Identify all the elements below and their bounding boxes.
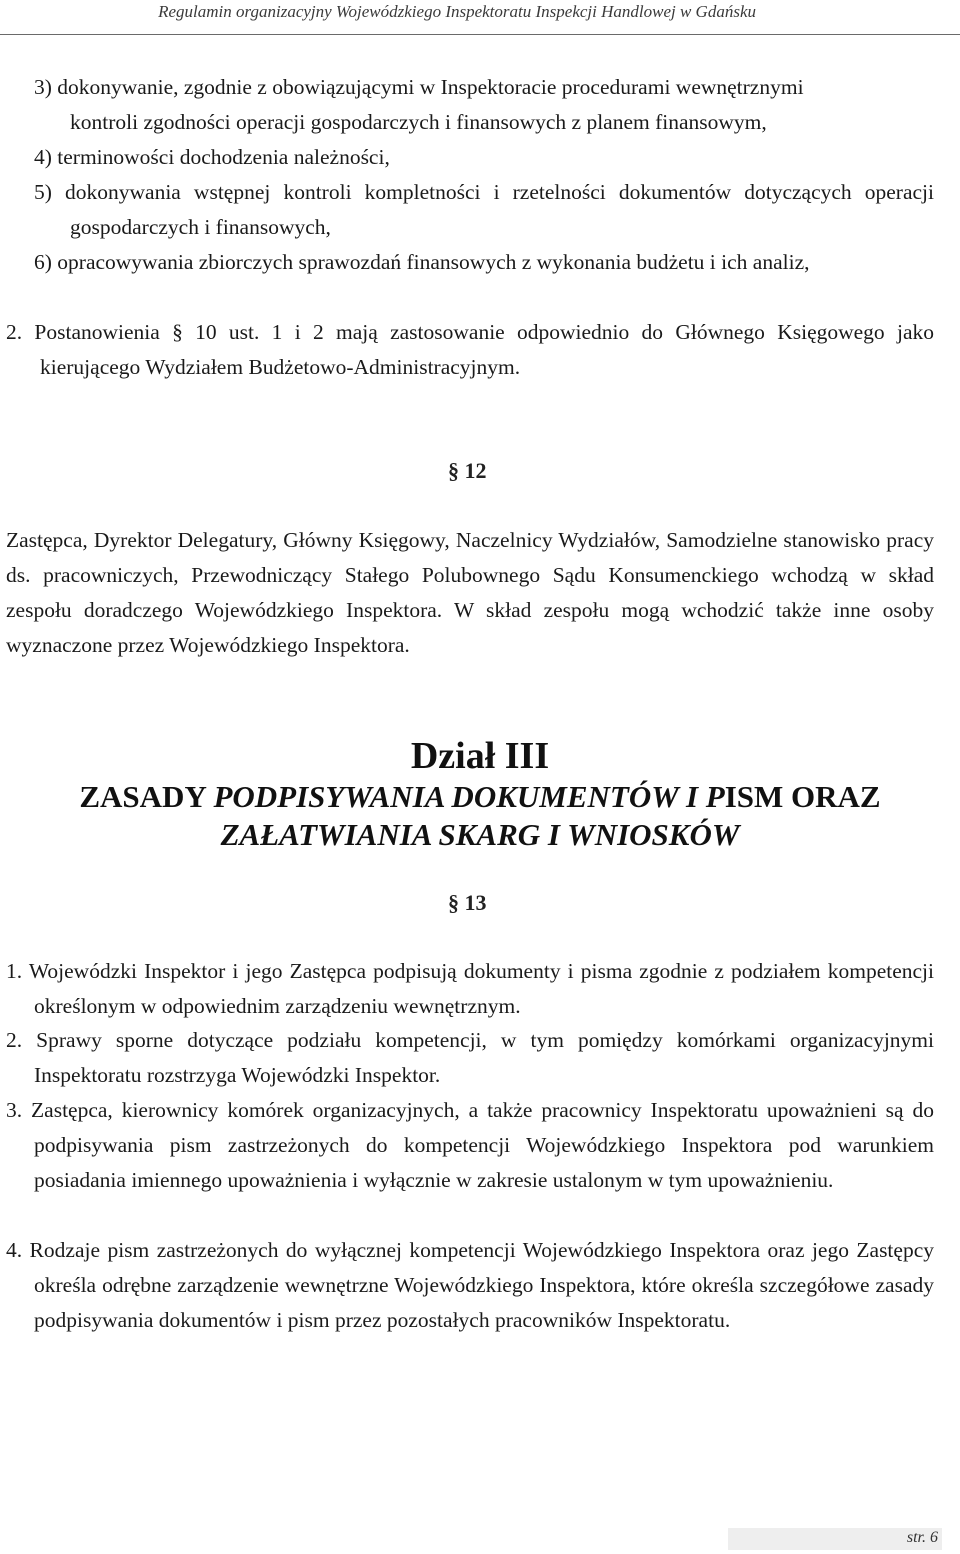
running-header: Regulamin organizacyjny Wojewódzkiego Inspektoratu Inspekcji Handlowej w Gdańsku — [158, 2, 756, 21]
division-title: Dział III — [410, 735, 550, 777]
header-rule — [0, 34, 960, 35]
section-12-text: Zastępca, Dyrektor Delegatury, Główny Księgowy, Naczelnicy Wydziałów, Samodzielne stanowisko pracy ds. pracowniczych, Przewodniczący Stałego Polubownego Sądu Konsumenckiego wchodzą w skład zespołu doradczego Wojewódzkiego Inspektora. W skład zespołu mogą wchodzić także inne osoby wyznaczone przez Wojewódzkiego Inspektora. — [6, 528, 934, 657]
section-12-sign: § 12 — [448, 458, 487, 483]
section-13-item-3: 3. Zastępca, kierownicy komórek organizacyjnych, a także pracownicy Inspektoratu upoważnieni są do podpisywania pism zastrzeżonych do kompetencji Wojewódzkiego Inspektora pod warunkiem posiadania imiennego upoważnienia i wyłącznie w zakresie ustalonym w tym upoważnieniu. — [6, 1098, 934, 1192]
list-item-4: 4) terminowości dochodzenia należności, — [34, 145, 390, 169]
list-item-3-line1: 3) dokonywanie, zgodnie z obowiązującymi w Inspektoracie procedurami wewnętrznymi — [34, 75, 804, 99]
list-item-5: 5) dokonywania wstępnej kontroli kompletności i rzetelności dokumentów dotyczących operacji gospodarczych i finansowych, — [34, 180, 934, 239]
section-13-item-2: 2. Sprawy sporne dotyczące podziału kompetencji, w tym pomiędzy komórkami organizacyjnymi Inspektoratu rozstrzyga Wojewódzki Inspektor. — [6, 1028, 934, 1087]
subtitle-tail: ISM ORAZ — [724, 779, 881, 814]
list-item-6: 6) opracowywania zbiorczych sprawozdań finansowych z wykonania budżetu i ich analiz, — [34, 250, 810, 274]
section-13-item-4: 4. Rodzaje pism zastrzeżonych do wyłącznej kompetencji Wojewódzkiego Inspektora oraz jego Zastępcy określa odrębne zarządzenie wewnętrzne Wojewódzkiego Inspektora, które określa szczegółowe zasady podpisywania dokumentów i pism przez pozostałych pracowników Inspektoratu. — [6, 1238, 934, 1332]
point-2: 2. Postanowienia § 10 ust. 1 i 2 mają zastosowanie odpowiednio do Głównego Księgowego jako kierującego Wydziałem Budżetowo-Administracyjnym. — [6, 320, 934, 379]
section-13-sign: § 13 — [448, 890, 487, 915]
subtitle-regular: ZASADY — [79, 779, 214, 814]
section-13-item-1: 1. Wojewódzki Inspektor i jego Zastępca podpisują dokumenty i pisma zgodnie z podziałem kompetencji określonym w odpowiednim zarządzeniu wewnętrznym. — [6, 959, 934, 1018]
list-item-3-line2: kontroli zgodności operacji gospodarczych i finansowych z planem finansowym, — [70, 110, 767, 134]
division-subtitle-line2: ZAŁATWIANIA SKARG I WNIOSKÓW — [220, 817, 740, 852]
page-number: str. 6 — [728, 1528, 942, 1550]
subtitle-italic: PODPISYWANIA DOKUMENTÓW I P — [213, 779, 725, 814]
division-subtitle-line1 — [0, 778, 960, 816]
